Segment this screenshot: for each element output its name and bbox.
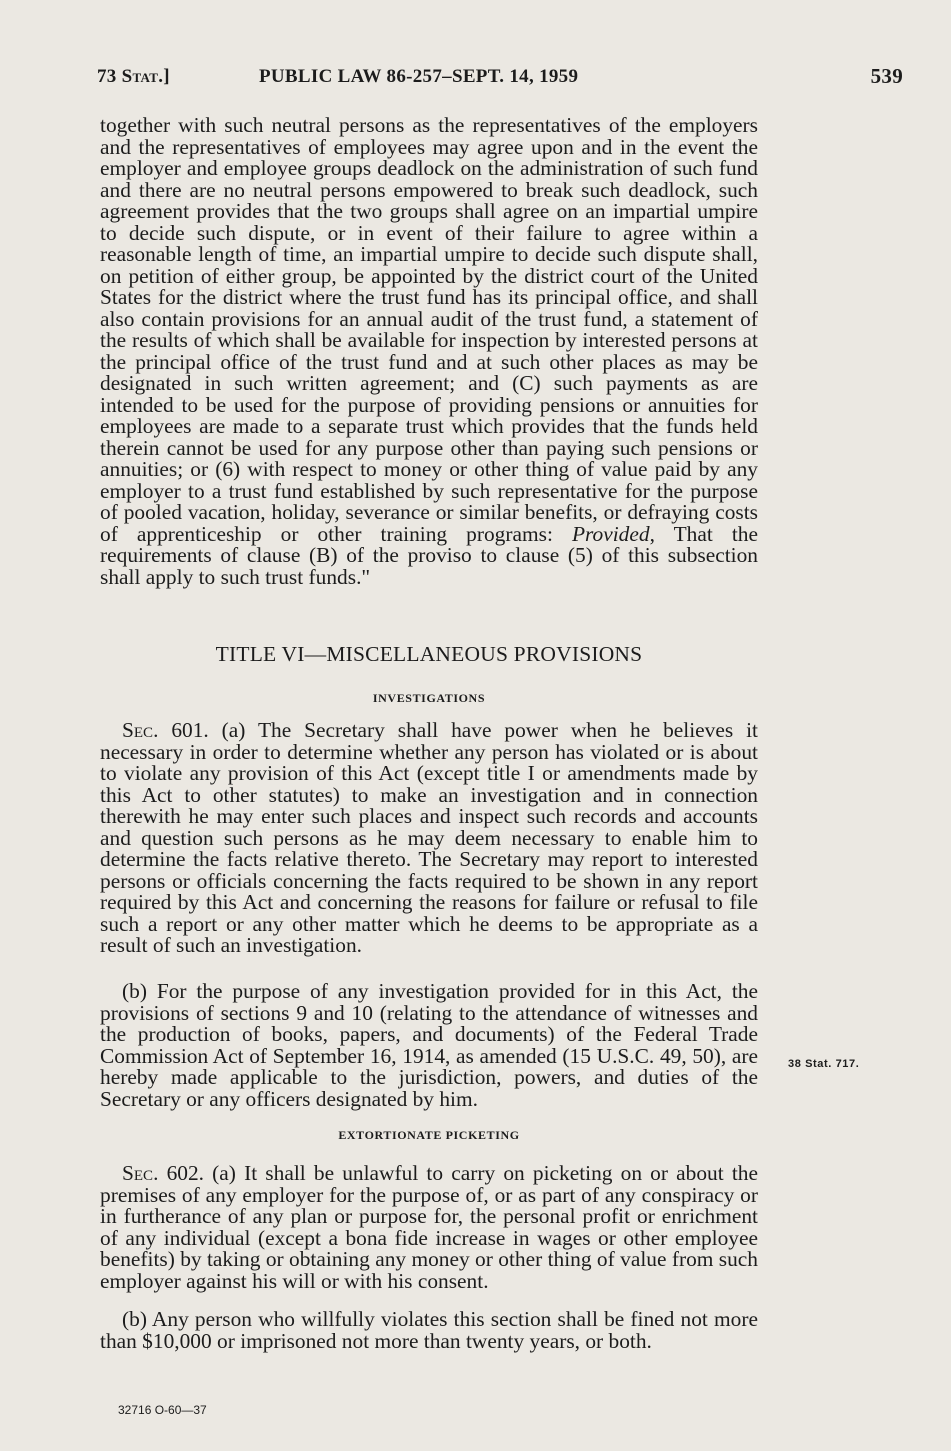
sec-602-a-text: (a) It shall be unlawful to carry on picketing on or about the premises of any employer for the purpose of, or as part of any conspiracy or in furtherance of any plan or purpose for, the personal profit or enrichment of any individual (except a bona fide increase in wages or other employee benefits) by taking or obtaining any money or other thing of value from such employer against his will or with his consent. bbox=[100, 1161, 758, 1293]
sec-601-b: (b) For the purpose of any investigation provided for in this Act, the provisions of sections 9 and 10 (relating to the attendance of witnesses and the production of books, papers, and documents) of the Federal Trade Commission Act of September 16, 1914, as amended (15 U.S.C. 49, 50), are hereby made applicable to the jurisdiction, powers, and duties of the Secretary or any officers designated by him. bbox=[100, 979, 758, 1111]
p1-italic-provided: Provided bbox=[571, 521, 650, 546]
sec-602-a bbox=[100, 1163, 758, 1292]
statute-volume: 73 Stat.] bbox=[97, 66, 170, 87]
running-header bbox=[97, 66, 907, 94]
printer-code: 32716 O-60—37 bbox=[118, 1403, 207, 1417]
section-subheading-investigations: INVESTIGATIONS bbox=[372, 691, 486, 705]
sec-601-a bbox=[100, 720, 758, 957]
page-number: 539 bbox=[870, 64, 903, 88]
law-citation: PUBLIC LAW 86-257–SEPT. 14, 1959 bbox=[259, 66, 579, 87]
sec-601-a-text: (a) The Secretary shall have power when he believes it necessary in order to determine whether any person has violated or is about to violate any provision of this Act (except title I or amendments made by this Act to other statutes) to make an investigation and in connection therewith he may enter such places and inspect such records and accounts and question such persons as he may deem necessary to enable him to determine the facts relative thereto. The Secretary may report to interested persons or officials concerning the facts required to be shown in any report required by this Act and concerning the reasons for failure or refusal to file such a report or any other matter which he deems to be appropriate as a result of such an investigation. bbox=[100, 718, 758, 957]
sec-601-label: Sec. 601. bbox=[122, 718, 209, 742]
section-subheading-extortionate-picketing: EXTORTIONATE PICKETING bbox=[338, 1128, 520, 1142]
sec-602-label: Sec. 602. bbox=[122, 1161, 205, 1185]
continued-paragraph bbox=[100, 115, 758, 588]
sec-602-b: (b) Any person who willfully violates this section shall be fined not more than $10,000 or imprisoned not more than twenty years, or both. bbox=[100, 1307, 758, 1353]
p1-text-a: together with such neutral persons as the representatives of the employers and the representatives of employees may agree upon and in the event the employer and employee groups deadlock on the administration of such fund and there are no neutral persons empowered to break such deadlock, such agreement provides that the two groups shall agree on an impartial umpire to decide such dispute, or in event of their failure to agree within a reasonable length of time, an impartial umpire to decide such dispute shall, on petition of either group, be appointed by the district court of the United States for the district where the trust fund has its principal office, and shall also contain provisions for an annual audit of the trust fund, a statement of the results of which shall be available for inspection by interested persons at the principal office of the trust fund and at such other places as may be designated in such written agreement; and (C) such payments as are intended to be used for the purpose of providing pensions or annuities for employees are made to a separate trust which provides that the funds held therein cannot be used for any purpose other than paying such pensions or annuities; or (6) with respect to money or other thing of value paid by any employer to a trust fund established by such representative for the purpose of pooled vacation, holiday, severance or similar benefits, or defraying costs of apprenticeship or other training programs: bbox=[100, 113, 758, 546]
margin-citation: 38 Stat. 717. bbox=[788, 1058, 860, 1070]
title-heading: TITLE VI—MISCELLANEOUS PROVISIONS bbox=[215, 642, 643, 666]
p1-text-b: , That the requirements of clause (B) of the proviso to clause (5) of this subsection shall apply to such trust funds." bbox=[100, 521, 758, 589]
